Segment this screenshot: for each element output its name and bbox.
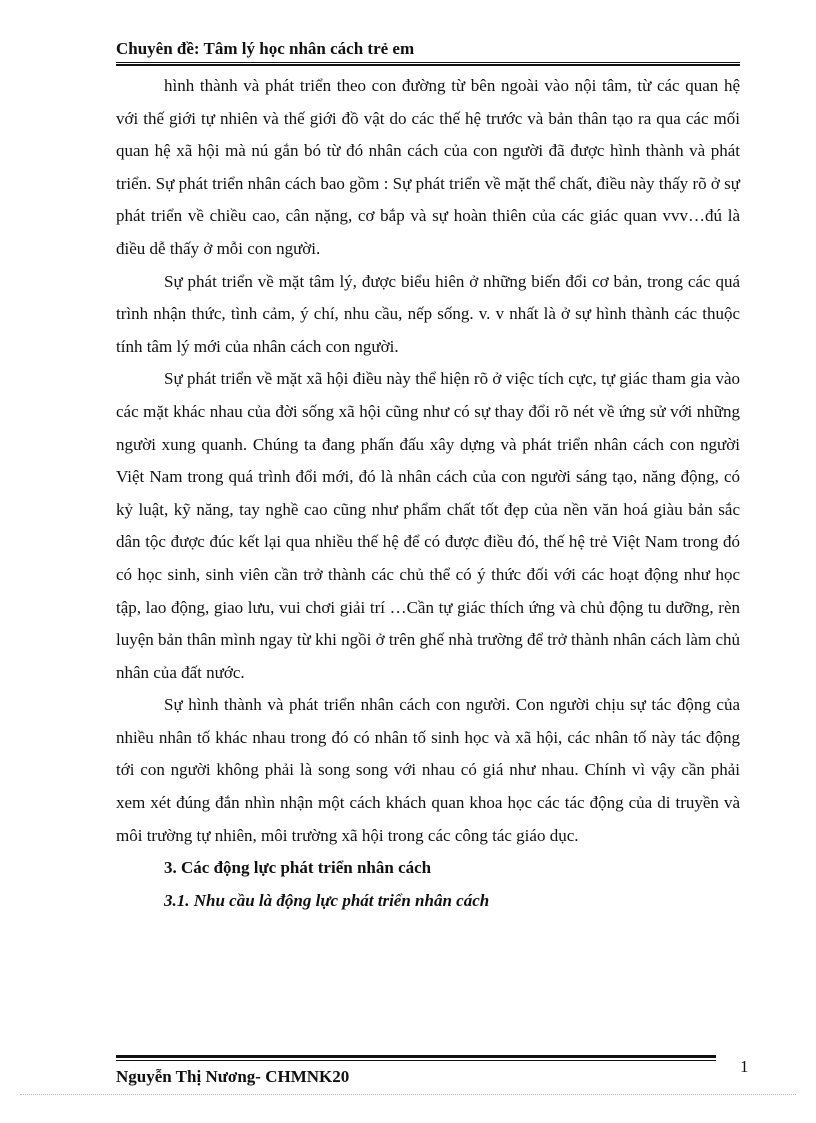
section-heading-3: 3. Các động lực phát triển nhân cách xyxy=(164,858,432,878)
paragraph-4: Sự hình thành và phát triển nhân cách con người. Con người chịu sự tác động của nhiều nhân tố khác nhau trong đó có nhân tố sinh học và xã hội, các nhân tố này tác động tới con người không phải là song song với nhau có giá như nhau. Chính vì vậy cần phải xem xét đúng đắn nhìn nhận một cách khách quan khoa học các tác động của di truyền và môi trường tự nhiên, môi trường xã hội trong các công tác giáo dục. xyxy=(116,695,740,845)
paragraph-3: Sự phát triển về mặt xã hội điều này thể hiện rõ ở việc tích cực, tự giác tham gia vào các mặt khác nhau của đời sống xã hội cũng như có sự thay đổi rõ nét về ứng sử với những người xung quanh. Chúng ta đang phấn đấu xây dựng và phát triển nhân cách con người Việt Nam trong quá trình đổi mới, đó là nhân cách của con người sáng tạo, năng động, có kỷ luật, kỹ năng, tay nghề cao cũng như phẩm chất tốt đẹp của nền văn hoá giàu bản sắc dân tộc được đúc kết lại qua nhiều thế hệ để có được điều đó, thế hệ trẻ Việt Nam trong đó có học sinh, sinh viên cần trở thành các chủ thể có ý thức đối với các hoạt động như học tập, lao động, giao lưu, vui chơi giải trí …Cần tự giác thích ứng và chủ động tu dưỡng, rèn luyện bản thân mình ngay từ khi ngồi ở trên ghế nhà trường để trở thành nhân cách làm chủ nhân của đất nước. xyxy=(116,369,740,682)
page-header-title: Chuyên đề: Tâm lý học nhân cách trẻ em xyxy=(116,39,415,58)
page-bottom-dotted-border xyxy=(20,1094,796,1095)
footer-author: Nguyễn Thị Nương- CHMNK20 xyxy=(116,1067,350,1086)
header-rule-thick xyxy=(116,64,740,66)
page-number: 1 xyxy=(740,1057,749,1076)
document-body xyxy=(116,70,740,917)
footer-rule-thick xyxy=(116,1055,716,1058)
subsection-heading-3-1: 3.1. Nhu cầu là động lực phát triển nhân cách xyxy=(164,890,490,910)
footer-rule-thin xyxy=(116,1060,716,1061)
paragraph-2: Sự phát triển về mặt tâm lý, được biểu hiên ở những biến đổi cơ bản, trong các quá trình nhận thức, tình cảm, ý chí, nhu cầu, nếp sống. v. v nhất là ở sự hình thành các thuộc tính tâm lý mới của nhân cách con người. xyxy=(116,271,740,356)
header-rule-thin xyxy=(116,62,740,63)
paragraph-1: hình thành và phát triển theo con đường từ bên ngoài vào nội tâm, từ các quan hệ với thế giới tự nhiên và thế giới đồ vật do các thế hệ trước và bản thân tạo ra qua các mối quan hệ xã hội mà nú gắn bó từ đó nhân cách của con người đã được hình thành và phát triển. Sự phát triển nhân cách bao gồm : Sự phát triển về mặt thể chất, điều này thấy rõ ở sự phát triển về chiều cao, cân nặng, cơ bắp và sự hoàn thiên của các giác quan vvv…đú là điều dễ thấy ở mỗi con người. xyxy=(116,76,740,258)
